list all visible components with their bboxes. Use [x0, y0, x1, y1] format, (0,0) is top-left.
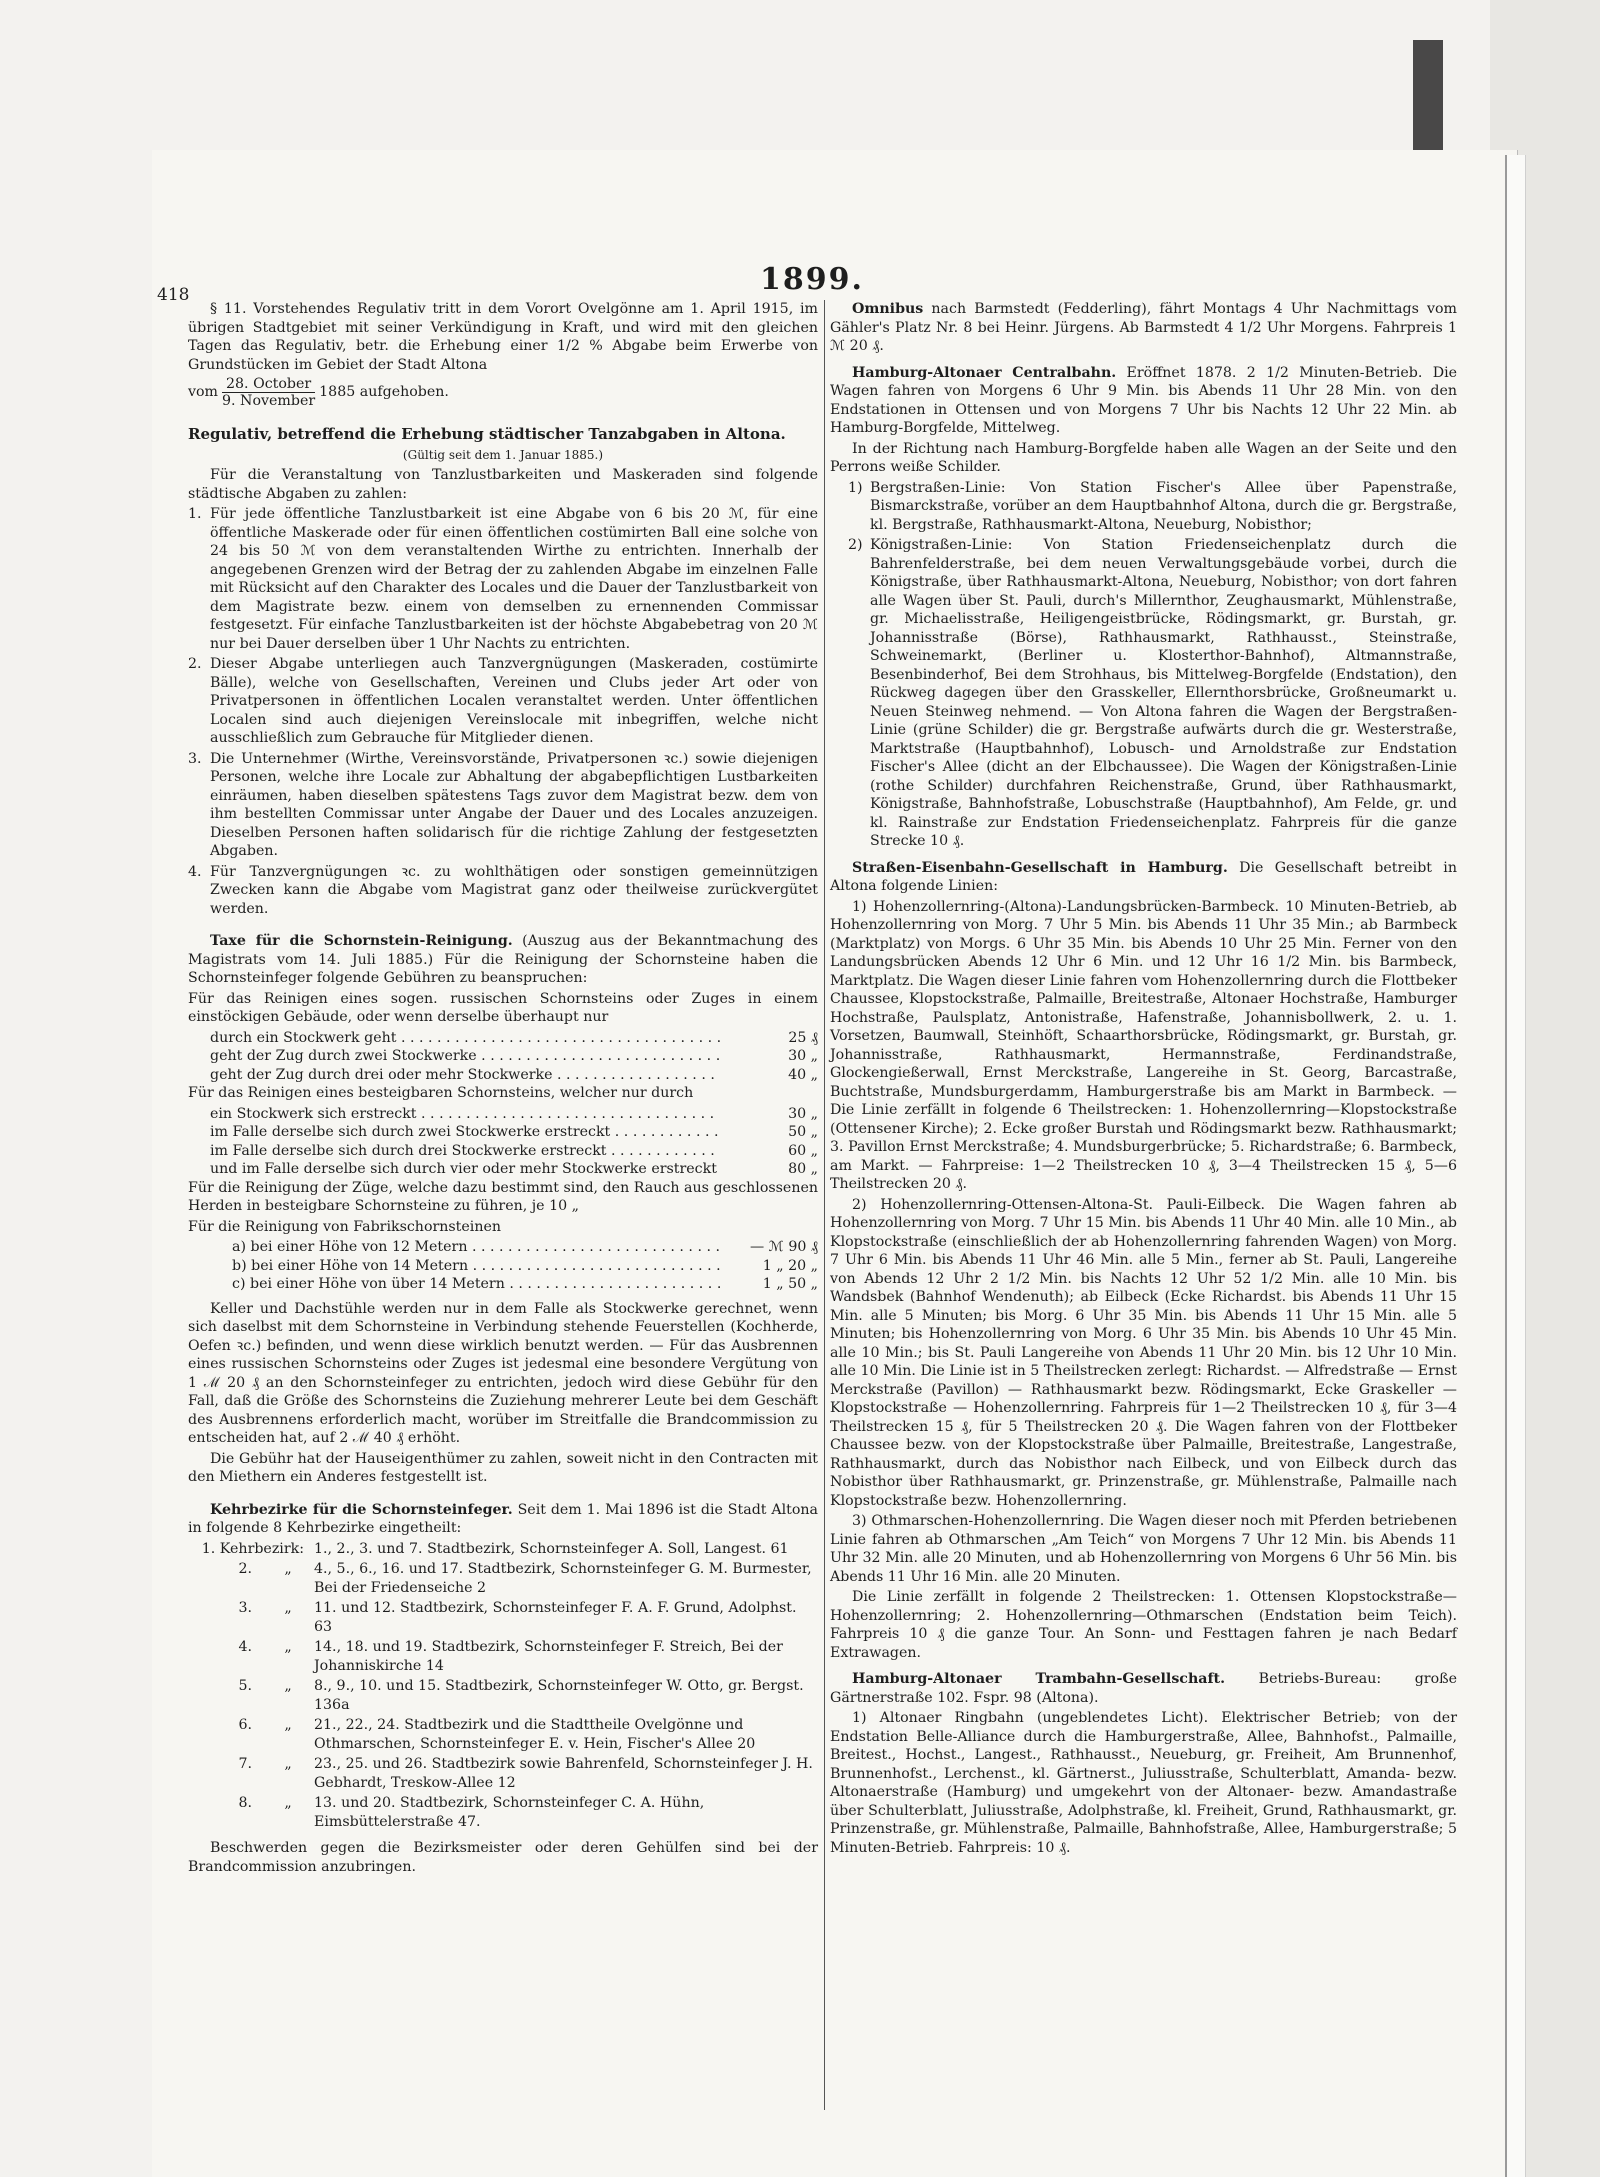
- strassen-head: Straßen-Eisenbahn-Gesellschaft in Hamburg.: [852, 859, 1228, 876]
- tanz-intro: Für die Veranstaltung von Tanzlustbarkeiten und Maskeraden sind folgende städtische Abgaben zu zahlen:: [188, 467, 818, 502]
- central-paragraph: [830, 364, 1457, 438]
- kehr-row: 6. „ 21., 22., 24. Stadtbezirk und die Stadttheile Ovelgönne und Othmarschen, Schornsteinfeger E. v. Hein, Fischer's Allee 20: [238, 1717, 756, 1752]
- kehr-title: Kehrbezirke für die Schornsteinfeger.: [210, 1501, 513, 1518]
- central-item: 1) Bergstraßen-Linie: Von Station Fischer's Allee über Papenstraße, Bismarckstraße, vorüber an dem Hauptbahnhof Altona, durch die gr. Bergstraße, kl. Bergstraße, Rathhausmarkt-Altona, Neueburg, Nobisthor;: [848, 479, 1457, 533]
- repeal-line: [188, 376, 818, 409]
- tanz-list: [188, 505, 818, 918]
- kehr-row: 1. Kehrbezirk: 1., 2., 3. und 7. Stadtbezirk, Schornsteinfeger A. Soll, Langest. 61: [201, 1540, 789, 1557]
- taxe-title: Taxe für die Schornstein-Reinigung.: [210, 933, 513, 949]
- kehr-end: Beschwerden gegen die Bezirksmeister oder deren Gehülfen sind bei der Brandcommission anzubringen.: [188, 1840, 818, 1875]
- taxe-intro: (Auszug aus der Bekanntmachung des Magistrats vom 14. Juli 1885.) Für die Reinigung der Schornsteine haben die Schornsteinfeger folgende Gebühren zu beanspruchen:: [188, 933, 818, 986]
- tanz-item: 2. Dieser Abgabe unterliegen auch Tanzvergnügungen (Maskeraden, costümirte Bälle), welche von Gesellschaften, Vereinen und Clubs jeder Art oder von Privatpersonen in öffentlichen Localen veranstaltet werden. Unter öffentlichen Localen sind auch diejenigen Vereinslocale mit inbegriffen, welche nicht ausschließlich zum Gebrauche für Mitglieder dienen.: [188, 656, 818, 746]
- repeal-vom: vom: [188, 384, 219, 401]
- tanz-item: 4. Für Tanzvergnügungen ꝛc. zu wohlthätigen oder sonstigen gemeinnützigen Zwecken kann die Abgabe vom Magistrat ganz oder theilweise zurückvergütet werden.: [188, 863, 818, 917]
- fee-row: ein Stockwerk sich erstreckt . . . 30 „: [188, 1105, 818, 1124]
- taxe-gebuehr: Die Gebühr hat der Hauseigenthümer zu zahlen, soweit nicht in den Contracten mit den Miethern ein Anderes festgestellt ist.: [188, 1450, 818, 1485]
- taxe-rauch: Für die Reinigung der Züge, welche dazu bestimmt sind, den Rauch aus geschlossenen Herden in besteigbare Schornsteine zu führen, je 10 „: [188, 1179, 818, 1214]
- left-column: [188, 300, 818, 1878]
- kehr-paragraph: [188, 1501, 818, 1538]
- kehr-row: 2. „ 4., 5., 6., 16. und 17. Stadtbezirk, Schornsteinfeger G. M. Burmester, Bei der Friedenseiche 2: [238, 1561, 812, 1596]
- fee-row: geht der Zug durch zwei Stockwerke . . . 30 „: [188, 1047, 818, 1066]
- strassen-item: 2) Hohenzollernring-Ottensen-Altona-St. Pauli-Eilbeck. Die Wagen fahren ab Hohenzollernring von Morg. 7 Uhr 15 Min. bis Abends 11 Uhr 40 Min. alle 10 Min., ab Klopstockstraße (einschließlich der ab Hohenzollernring fahrenden Wagen) von Morg. 7 Uhr 6 Min. bis Abends 11 Uhr 46 Min. alle 5 Min., ferner ab St. Pauli, Langereihe von Abends 12 Uhr 2 1/2 Min. bis Nachts 12 Uhr 52 1/2 Min. alle 10 Min. bis Wandsbek (Bahnhof Wendenuth); ab Eilbeck (Ecke Richardst. bis Abends 11 Uhr 15 Min. alle 5 Minuten; bis Morg. 6 Uhr 35 Min. bis Abends 11 Uhr 15 Min. alle 5 Minuten; bis Hohenzollernring von Morg. 6 Uhr 35 Min. bis Abends 10 Uhr 45 Min. alle 10 Min.; bis St. Pauli Langereihe von Abends 11 Uhr 20 Min. bis 12 Uhr 10 Min. alle 10 Min. Die Linie ist in 5 Theilstrecken zerlegt: Richardst. — Alfredstraße — Ernst Merckstraße (Pavillon) — Rathhausmarkt bezw. Rödingsmarkt, Ecke Graskeller — Klopstockstraße — Hohenzollernring. Fahrpreis für 1—2 Theilstrecken 10 ₰, für 3—4 Theilstrecken 15 ₰, für 5 Theilstrecken 20 ₰. Die Wagen fahren von der Flottbeker Chaussee bezw. von der Klopstockstraße über Palmaille, Breitestraße, Langestraße, Rathhausmarkt, durch das Nobisthor nach Eilbeck, und von Eilbeck durch das Nobisthor über Rathhausmarkt, gr. Prinzenstraße, gr. Mühlenstraße, Palmaille nach Klopstockstraße bezw. Hohenzollernring.: [830, 1196, 1457, 1509]
- fee-row: im Falle derselbe sich durch drei Stockwerke erstreckt . . . 60 „: [188, 1142, 818, 1161]
- fee-row: durch ein Stockwerk geht . . . 25 ₰: [188, 1029, 818, 1048]
- repeal-date-top: 28. October: [222, 376, 315, 393]
- tram-head: Hamburg-Altonaer Trambahn-Gesellschaft.: [852, 1671, 1226, 1687]
- kehr-row: 7. „ 23., 25. und 26. Stadtbezirk sowie Bahrenfeld, Schornsteinfeger J. H. Gebhardt, Treskow-Allee 12: [238, 1756, 813, 1791]
- strassen-text: Die Gesellschaft betreibt in Altona folgende Linien:: [830, 859, 1457, 894]
- tanz-valid: (Gültig seit dem 1. Januar 1885.): [402, 447, 604, 462]
- tram-text: Betriebs-Bureau: große Gärtnerstraße 102. Fspr. 98 (Altona).: [830, 1671, 1457, 1706]
- omnibus-paragraph: [830, 300, 1457, 356]
- strassen-item: 1) Hohenzollernring-(Altona)-Landungsbrücken-Barmbeck. 10 Minuten-Betrieb, ab Hohenzollernring von Morg. 7 Uhr 5 Min. bis Abends 11 Uhr 35 Min.; ab Barmbeck (Marktplatz) von Morgs. 6 Uhr 35 Min. bis Abends 10 Uhr 25 Min. Ferner von den Landungsbrücken Abends 12 Uhr 6 Min. und 12 Uhr 16 1/2 Min. bis Barmbeck, Marktplatz. Die Wagen dieser Linie fahren vom Hohenzollernring durch die Flottbeker Chaussee, Klopstockstraße, Palmaille, Breitestraße, Altonaer Hochstraße, Hamburger Hochstraße, Paulsplatz, Antonistraße, Hafenstraße, Johannisbollwerk, 2. u. 1. Vorsetzen, Baumwall, Steinhöft, Schaarthorsbrücke, Rödingsmarkt, gr. Burstah, gr. Johannisstraße, Rathhausmarkt, Hermannstraße, Ferdinandstraße, Glockengießerwall, Ernst Merckstraße, Langereihe in St. Georg, Barcastraße, Buchtstraße, Mundsburgerdamm, Hamburgerstraße bis am Markt in Barmbeck. — Die Linie zerfällt in folgende 6 Theilstrecken: 1. Hohenzollernring—Klopstockstraße (Ottensener Kirche); 2. Ecke großer Burstah und Rödingsmarkt bezw. Rathhausmarkt; 3. Pavillon Ernst Merckstraße; 4. Mundsburgerbrücke; 5. Richardstraße; 6. Barmbeck, am Markt. — Fahrpreise: 1—2 Theilstrecken 10 ₰, 3—4 Theilstrecken 15 ₰, 5—6 Theilstrecken 20 ₰.: [830, 898, 1457, 1192]
- strassen-paragraph: [830, 859, 1457, 896]
- kehr-row: 3. „ 11. und 12. Stadtbezirk, Schornsteinfeger F. A. F. Grund, Adolphst. 63: [238, 1600, 797, 1635]
- strassen-item: 3) Othmarschen-Hohenzollernring. Die Wagen dieser noch mit Pferden betriebenen Linie fahren ab Othmarschen „Am Teich“ von Morgens 7 Uhr 12 Min. bis Abends 11 Uhr 32 Min. alle 20 Minuten, und ab Hohenzollernring von Morgens 6 Uhr 56 Min. bis Abends 11 Uhr 16 Min. alle 20 Minuten.: [830, 1513, 1457, 1585]
- central-text2: In der Richtung nach Hamburg-Borgfelde haben alle Wagen an der Seite und den Perrons weiße Schilder.: [830, 440, 1457, 475]
- kehr-row: 4. „ 14., 18. und 19. Stadtbezirk, Schornsteinfeger F. Streich, Bei der Johanniskirche 14: [238, 1639, 783, 1674]
- tanz-title: Regulativ, betreffend die Erhebung städtischer Tanzabgaben in Altona.: [188, 425, 786, 443]
- taxe-fabrik-head: Für die Reinigung von Fabrikschornsteinen: [188, 1218, 501, 1235]
- omnibus-text: nach Barmstedt (Fedderling), fährt Montags 4 Uhr Nachmittags vom Gähler's Platz Nr. 8 bei Heinr. Jürgens. Ab Barmstedt 4 1/2 Uhr Morgens. Fahrpreis 1 ℳ 20 ₰.: [830, 301, 1457, 354]
- tram-item: 1) Altonaer Ringbahn (ungeblendetes Licht). Elektrischer Betrieb; von der Endstation Belle-Alliance durch die Hamburgerstraße, Allee, Bahnhofst., Palmaille, Breitest., Hochst., Langest., Rathhausst., Neueburg, gr. Freiheit, Am Brunnenhof, Brunnenhofst., Lerchenst., kl. Gärtnerst., Juliusstraße, Schulterblatt, Amanda- bezw. Altonaerstraße (Hamburg) und umgekehrt von der Altonaer- bezw. Amandastraße über Schulterblatt, Juliusstraße, Adolphstraße, kl. Freiheit, Grund, Rathhausmarkt, gr. Prinzenstraße, gr. Mühlenstraße, Palmaille, Bahnhofstraße, Allee, Hamburgerstraße; 5 Minuten-Betrieb. Fahrpreis: 10 ₰.: [830, 1710, 1457, 1856]
- paragraph-section-11: § 11. Vorstehendes Regulativ tritt in dem Vorort Ovelgönne am 1. April 1915, im übrigen Stadtgebiet mit seiner Verkündigung in Kraft, und wird mit den gleichen Tagen das Regulativ, betr. die Erhebung einer 1/2 % Abgabe beim Erwerbe von Grundstücken im Gebiet der Stadt Altona: [188, 301, 818, 373]
- kehr-row: 8. „ 13. und 20. Stadtbezirk, Schornsteinfeger C. A. Hühn, Eimsbüttelerstraße 47.: [238, 1795, 705, 1830]
- repeal-date-fraction: [222, 376, 315, 409]
- central-head: Hamburg-Altonaer Centralbahn.: [852, 364, 1117, 381]
- scan-edge-shadow: [1413, 40, 1443, 160]
- fee-row: im Falle derselbe sich durch zwei Stockwerke erstreckt . . . 50 „: [188, 1123, 818, 1142]
- kehr-list: [188, 1540, 818, 1832]
- tram-paragraph: [830, 1670, 1457, 1707]
- tanz-item: 1. Für jede öffentliche Tanzlustbarkeit ist eine Abgabe von 6 bis 20 ℳ, für eine öffentliche Maskerade oder für einen öffentlichen costümirten Ball eine solche von 24 bis 50 ℳ von dem veranstaltenden Wirthe zu entrichten. Innerhalb der angegebenen Grenzen wird der Betrag der zu zahlenden Abgabe im einzelnen Falle mit Rücksicht auf den Charakter des Locales und die Dauer der Tanzlustbarkeit von dem Magistrate bezw. einem von demselben zu ernennenden Commissar festgesetzt. Für einfache Tanzlustbarkeiten ist der höchste Abgabebetrag von 20 ℳ nur bei Dauer derselben über 1 Uhr Nachts zu entrichten.: [188, 506, 818, 652]
- taxe-best-head: Für das Reinigen eines besteigbaren Schornsteins, welcher nur durch: [188, 1085, 694, 1101]
- fee-row: c) bei einer Höhe von über 14 Metern . . . 1 „ 50 „: [188, 1275, 818, 1294]
- omnibus-head: Omnibus: [852, 301, 924, 317]
- taxe-keller: Keller und Dachstühle werden nur in dem Falle als Stockwerke gerechnet, wenn sich daselbst mit dem Schornsteine in Verbindung stehende Feuerstellen (Kochherde, Oefen ꝛc.) befinden, und wenn diese wirklich benutzt werden. — Für das Ausbrennen eines russischen Schornsteins oder Zuges ist jedesmal eine besondere Vergütung von 1 ℳ 20 ₰ an den Schornsteinfeger zu entrichten, jedoch wird diese Gebühr für den Fall, daß die Größe des Schornsteins die Zuziehung mehrerer Leute bei dem Geschäft des Ausbrennens erforderlich macht, worüber im Streitfalle die Brandcommission zu entscheiden hat, auf 2 ℳ 40 ₰ erhöht.: [188, 1300, 818, 1446]
- fee-row: b) bei einer Höhe von 14 Metern . . . 1 „ 20 „: [188, 1257, 818, 1276]
- page-number: 418: [157, 285, 190, 305]
- tanz-item: 3. Die Unternehmer (Wirthe, Vereinsvorstände, Privatpersonen ꝛc.) sowie diejenigen Personen, welche ihre Locale zur Abhaltung der abgabepflichtigen Lustbarkeiten einräumen, haben dieselben spätestens Tags zuvor dem Magistrat bezw. dem von ihm bestellten Commissar unter Angabe der Dauer und des Locales anzuzeigen. Dieselben Personen haften solidarisch für die richtige Zahlung der festgesetzten Abgaben.: [188, 750, 818, 859]
- repeal-date-bottom: 9. November: [222, 393, 316, 409]
- kehr-intro: Seit dem 1. Mai 1896 ist die Stadt Altona in folgende 8 Kehrbezirke eingetheilt:: [188, 1501, 818, 1536]
- fee-row: und im Falle derselbe sich durch vier oder mehr Stockwerke erstreckt . . . 80 „: [188, 1160, 818, 1179]
- central-item: 2) Königstraßen-Linie: Von Station Friedenseichenplatz durch die Bahrenfelderstraße, bei dem neuen Verwaltungsgebäude vorbei, durch die Königstraße, über Rathhausmarkt-Altona, Neueburg, Nobisthor; von dort fahren alle Wagen über St. Pauli, durch's Millernthor, Zeughausmarkt, Mühlenstraße, gr. Michaelisstraße, Heiligengeistbrücke, Rödingsmarkt, gr. Burstah, gr. Johannisstraße (Börse), Rathhausmarkt, Rathhausst., Steinstraße, Schweinemarkt, (Berliner u. Klosterthor-Bahnhof), Altmannstraße, Besenbinderhof, Bei dem Strohhaus, bis Mittelweg-Borgfelde (Endstation), den Rückweg dagegen über den Grasskeller, Ellernthorsbrücke, Großneumarkt u. Neuen Steinweg nehmend. — Von Altona fahren die Wagen der Bergstraßen-Linie (grüne Schilder) die gr. Bergstraße aufwärts durch die gr. Westerstraße, Marktstraße (Hauptbahnhof), Lobusch- und Arnoldstraße zur Endstation Fischer's Allee (dicht an der Elbchaussee). Die Wagen der Königstraßen-Linie (rothe Schilder) durchfahren Reichenstraße, Grund, über Rathhausmarkt, Königstraße, Bahnhofstraße, Lobuschstraße (Hauptbahnhof), Am Felde, gr. und kl. Rainstraße zur Endstation Friedenseichenplatz. Fahrpreis für die ganze Strecke 10 ₰.: [848, 537, 1457, 849]
- right-column: [830, 300, 1457, 1859]
- strassen-tail: Die Linie zerfällt in folgende 2 Theilstrecken: 1. Ottensen Klopstockstraße—Hohenzollernring; 2. Hohenzollernring—Othmarschen (Endstation beim Teich). Fahrpreis 10 ₰ die ganze Tour. An Sonn- und Festtagen fahren je nach Bedarf Extrawagen.: [830, 1589, 1457, 1661]
- taxe-russ-head: Für das Reinigen eines sogen. russischen Schornsteins oder Zuges in einem einstöckigen Gebäude, oder wenn derselbe überhaupt nur: [188, 990, 818, 1025]
- kehr-row: 5. „ 8., 9., 10. und 15. Stadtbezirk, Schornsteinfeger W. Otto, gr. Bergst. 136a: [238, 1678, 804, 1713]
- repeal-end: 1885 aufgehoben.: [319, 384, 449, 401]
- page-binding-edge: [1505, 155, 1526, 2177]
- page-year-heading: 1899.: [760, 262, 864, 297]
- taxe-paragraph: [188, 932, 818, 988]
- column-divider: [824, 300, 825, 2110]
- fee-row: a) bei einer Höhe von 12 Metern . . . — ℳ 90 ₰: [188, 1238, 818, 1257]
- fee-row: geht der Zug durch drei oder mehr Stockwerke . . . 40 „: [188, 1066, 818, 1085]
- central-text: Eröffnet 1878. 2 1/2 Minuten-Betrieb. Die Wagen fahren von Morgens 6 Uhr 9 Min. bis Abends 11 Uhr 28 Min. von den Endstationen in Ottensen und von Morgens 7 Uhr bis Nachts 12 Uhr 22 Min. ab Hamburg-Borgfelde, Mittelweg.: [830, 364, 1458, 436]
